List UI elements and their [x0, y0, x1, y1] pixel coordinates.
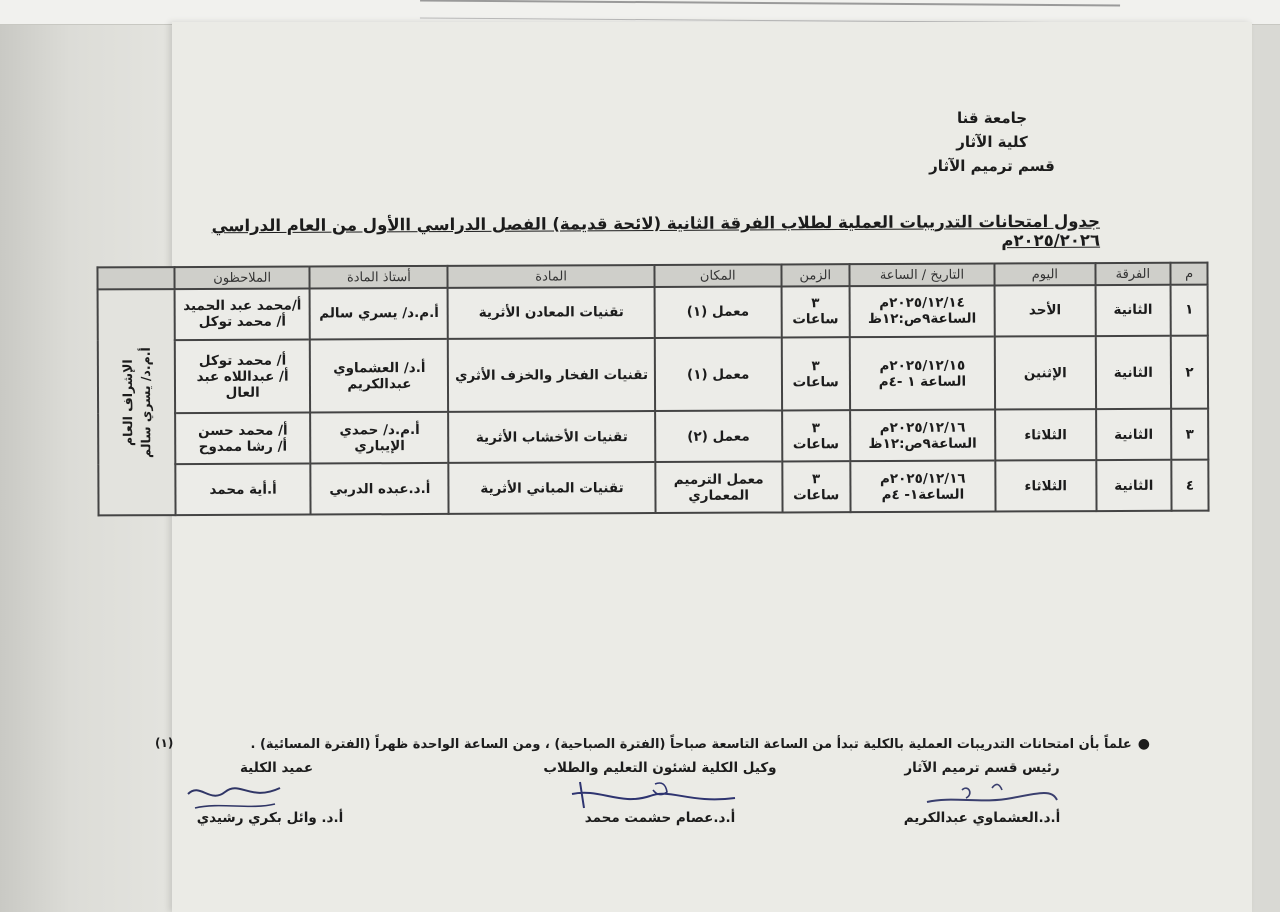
row-time: الساعة٩ص:١٢ظ	[867, 311, 977, 328]
row-num: ٤	[1171, 460, 1208, 511]
observer: أ/ رشا ممدوح	[198, 438, 288, 455]
row-group: الثانية	[1096, 460, 1172, 511]
row-num: ١	[1171, 285, 1208, 336]
footnote-text: علماً بأن امتحانات التدريبات العملية بالكلية تبدأ من الساعة التاسعة صباحاً (الفترة الصباحية) ، ومن الساعة الواحدة ظهراً (الفترة المسائية) .	[250, 737, 1132, 752]
signature-dept-head	[852, 760, 1112, 826]
duration-unit: ساعات	[792, 373, 839, 390]
document-title: جدول امتحانات التدريبات العملية لطلاب الفرقة الثانية (لائحة قديمة) الفصل الدراسي االأول من العام الدراسي ٢٠٢٥/٢٠٢٦م	[211, 211, 1101, 251]
university-name: جامعة قنا	[956, 109, 1028, 127]
row-subject: تقنيات المعادن الأثرية	[448, 287, 654, 339]
duration-unit: ساعات	[792, 311, 839, 328]
row-date-time	[849, 286, 995, 337]
faculty-name: كلية الآثار	[956, 133, 1028, 151]
observer: أ/ عبداللاه عبد العال	[196, 368, 289, 401]
header-group: الفرقة	[1095, 263, 1171, 285]
bullet-icon: ●	[1137, 736, 1150, 752]
row-professor: أ.م.د/ حمدي الإيباري	[310, 412, 448, 463]
row-observers	[175, 339, 311, 413]
row-subject: تقنيات الأخشاب الأثرية	[449, 411, 655, 463]
header-day: اليوم	[995, 263, 1095, 285]
header-observers: الملاحظون	[174, 266, 309, 289]
row-day: الأحد	[995, 285, 1096, 336]
row-time: الساعة١- ٤م	[881, 486, 965, 503]
row-place: معمل (١)	[655, 337, 782, 411]
dept-head-name: أ.د.العشماوي عبدالكريم	[903, 810, 1061, 826]
header-date: التاريخ / الساعة	[849, 264, 995, 287]
general-supervisor-cell	[98, 289, 176, 515]
row-group: الثانية	[1096, 409, 1172, 460]
page-number: (١)	[155, 736, 174, 750]
table-row	[98, 409, 1208, 465]
duration-number: ٣	[811, 470, 821, 487]
handwritten-signature-icon	[180, 774, 290, 814]
footnote	[200, 736, 1150, 752]
duration-number: ٣	[811, 357, 820, 374]
row-time: الساعة ١ -٤م	[878, 373, 967, 390]
observer: أ/ محمد توكل	[198, 314, 287, 331]
handwritten-signature-icon	[922, 778, 1062, 812]
row-date: ٢٠٢٥/١٢/١٦م	[879, 470, 966, 487]
row-professor: أ.م.د/ يسري سالم	[310, 288, 448, 339]
header-subject: المادة	[448, 265, 654, 288]
duration-unit: ساعات	[792, 435, 840, 453]
duration-unit: ساعات	[793, 486, 840, 503]
exam-schedule-table	[96, 262, 1209, 517]
row-subject: تقنيات الفخار والخزف الأثري	[448, 338, 655, 412]
row-num: ٢	[1171, 335, 1208, 409]
supervisor-title: الإشراف العام	[119, 358, 135, 446]
row-place: معمل الترميم المعماري	[655, 462, 782, 513]
duration-number: ٣	[811, 419, 821, 437]
observer: أ/ محمد حسن	[198, 422, 288, 439]
row-date-time	[850, 410, 996, 461]
row-observers	[175, 288, 311, 339]
row-duration	[782, 410, 850, 461]
row-place: معمل (٢)	[655, 411, 782, 462]
table-row	[98, 285, 1208, 341]
row-date: ٢٠٢٥/١٢/١٤م	[879, 295, 965, 312]
row-duration	[782, 337, 850, 411]
table-row	[98, 335, 1208, 413]
duration-number: ٣	[811, 295, 820, 312]
header-professor: أستاذ المادة	[310, 266, 448, 289]
row-day: الإثنين	[995, 336, 1096, 410]
header-duration: الزمن	[781, 264, 849, 286]
table-row	[98, 460, 1208, 516]
row-date-time	[849, 336, 995, 410]
observer: أ/ محمد توكل	[198, 352, 287, 369]
row-group: الثانية	[1095, 336, 1171, 410]
letterhead	[872, 106, 1112, 178]
dean-role: عميد الكلية	[240, 760, 314, 776]
row-professor: أ.د/ العشماوي عبدالكريم	[310, 339, 448, 413]
row-place: معمل (١)	[654, 286, 781, 337]
vice-dean-name: أ.د.عصام حشمت محمد	[584, 810, 736, 826]
signature-vice-dean	[520, 760, 800, 826]
row-duration	[782, 461, 850, 512]
signature-dean	[170, 760, 370, 826]
row-date: ٢٠٢٥/١٢/١٥م	[879, 357, 966, 374]
row-day: الثلاثاء	[995, 460, 1096, 511]
row-professor: أ.د.عبده الدربي	[311, 463, 449, 514]
supervisor-name: أ.م.د/ يسري سالم	[137, 346, 153, 458]
observer: أ/محمد عبد الحميد	[183, 297, 302, 315]
row-duration	[781, 286, 849, 337]
row-observers	[175, 413, 311, 464]
vice-dean-role: وكيل الكلية لشئون التعليم والطلاب	[543, 760, 777, 776]
row-date-time	[850, 461, 996, 513]
header-place: المكان	[654, 264, 781, 287]
dean-name: أ.د. وائل بكري رشيدي	[196, 810, 344, 826]
row-group: الثانية	[1095, 285, 1171, 336]
header-num: م	[1171, 263, 1208, 285]
row-num: ٣	[1171, 409, 1208, 460]
row-time: الساعة٩ص:١٢ظ	[868, 435, 977, 452]
row-date: ٢٠٢٥/١٢/١٦م	[879, 419, 966, 436]
header-supervisor-blank	[97, 267, 174, 289]
row-subject: تقنيات المباني الأثرية	[449, 462, 655, 514]
row-day: الثلاثاء	[995, 409, 1096, 460]
department-name: قسم ترميم الآثار	[929, 157, 1055, 175]
handwritten-signature-icon	[560, 776, 740, 812]
dept-head-role: رئيس قسم ترميم الآثار	[904, 760, 1060, 776]
row-observers	[175, 464, 311, 515]
observer: أ.أية محمد	[209, 481, 277, 498]
